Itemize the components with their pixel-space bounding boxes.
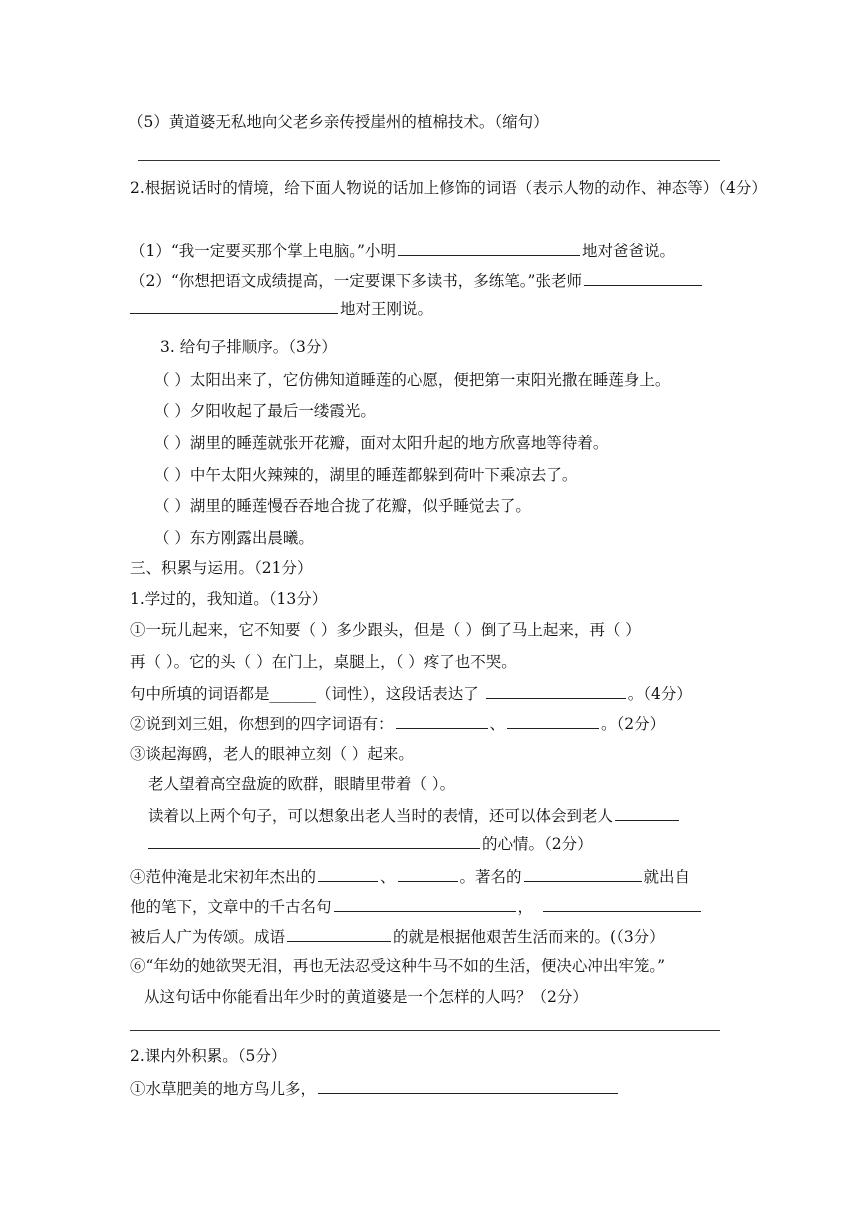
order-item: （ ）中午太阳火辣辣的，湖里的睡莲都躲到荷叶下乘凉去了。 [154,466,578,484]
question-fanzhongyan-2: 他的笔下，文章中的千古名句 ， [130,896,703,917]
order-item: （ ）夕阳收起了最后一缕霞光。 [154,402,376,420]
question-huangdaopo-1: ⑥“年幼的她欲哭无泪，再也无法忍受这种牛马不如的生活，便决心冲出牢笼。” [130,957,666,975]
order-item: （ ）湖里的睡莲慢吞吞地合拢了花瓣，似乎睡觉去了。 [154,497,531,515]
passage-line-3: 句中所填的词语都是______（词性），这段话表达了 。（4分） [130,685,692,703]
fill-blank[interactable] [318,1078,618,1094]
order-item: （ ）东方刚露出晨曦。 [154,529,314,547]
question-3-title: 3. 给句子排顺序。（3分） [160,338,337,356]
question-liusanjie: ②说到刘三姐，你想到的四字词语有： 、 。（2分） [130,715,666,733]
answer-line[interactable] [130,1030,720,1031]
question-2-2: （2）“你想把语文成绩提高，一定要课下多读书，多练笔。”张老师 [130,270,704,291]
fill-blank[interactable] [318,866,378,882]
fill-blank[interactable] [287,926,391,942]
question-3-2-title: 2.课内外积累。（5分） [130,1047,287,1065]
question-2-title: 2.根据说话时的情境，给下面人物说的话加上修饰的词语（表示人物的动作、神态等）（4分） [130,179,767,197]
fill-blank[interactable] [486,683,626,699]
question-fanzhongyan-1: ④范仲淹是北宋初年杰出的 、 。著名的 就出自 [130,868,691,886]
question-seagull-4: 的心情。（2分） [148,833,593,854]
fill-blank[interactable] [615,805,679,821]
question-seagull-3: 读着以上两个句子，可以想象出老人当时的表情，还可以体会到老人 [148,805,681,826]
fill-blank[interactable] [543,896,701,912]
question-huangdaopo-2: 从这句话中你能看出年少时的黄道婆是一个怎样的人吗？（2分） [144,988,588,1006]
question-5: （5）黄道婆无私地向父老乡亲传授崖州的植棉技术。（缩句） [128,113,549,131]
fill-blank[interactable] [148,833,480,849]
question-3-2-1: ①水草肥美的地方鸟儿多， [130,1078,620,1099]
question-seagull-2: 老人望着高空盘旋的欧群，眼睛里带着（ ）。 [148,775,456,793]
fill-blank[interactable] [130,298,338,314]
fill-blank[interactable] [396,713,488,729]
passage-line-2: 再（ ）。它的头（ ）在门上，桌腿上，（ ）疼了也不哭。 [130,653,517,671]
question-3-1-title: 1.学过的，我知道。（13分） [130,590,328,608]
question-2-1: （1）“我一定要买那个掌上电脑。”小明 地对爸爸说。 [130,242,675,260]
order-item: （ ）湖里的睡莲就张开花瓣，面对太阳升起的地方欣喜地等待着。 [154,434,609,452]
question-seagull-1: ③谈起海鸥，老人的眼神立刻（ ）起来。 [130,745,414,763]
fill-blank[interactable] [584,270,702,286]
section-3-title: 三、积累与运用。（21分） [130,559,313,577]
fill-blank[interactable] [398,240,580,256]
passage-line-1: ①一玩儿起来，它不知要（ ）多少跟头，但是（ ）倒了马上起来，再（ ） [130,621,641,639]
order-item: （ ）太阳出来了，它仿佛知道睡莲的心愿，便把第一束阳光撒在睡莲身上。 [154,371,671,389]
fill-blank[interactable] [334,896,516,912]
question-fanzhongyan-3: 被后人广为传颂。成语 的就是根据他艰苦生活而来的。(（3分） [130,928,665,946]
answer-line[interactable] [138,160,720,161]
question-2-2-cont: 地对王刚说。 [130,298,433,319]
fill-blank[interactable] [398,866,458,882]
fill-blank[interactable] [524,866,642,882]
fill-blank[interactable] [507,713,599,729]
